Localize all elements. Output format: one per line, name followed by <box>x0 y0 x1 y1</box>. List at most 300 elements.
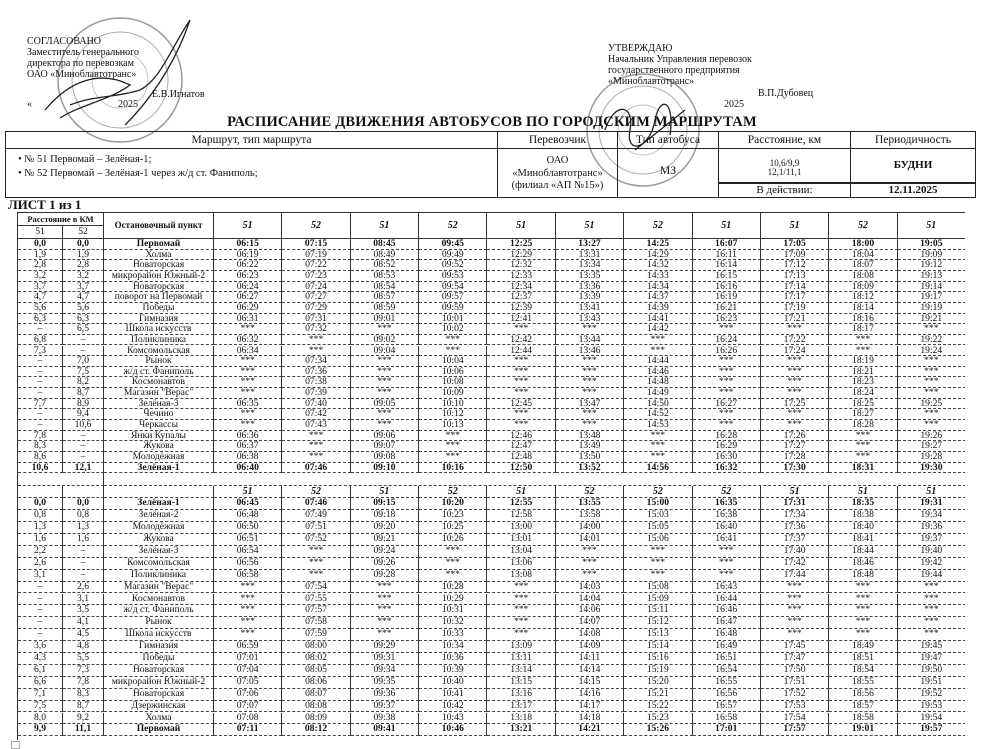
stop-name: Чечино <box>104 409 214 420</box>
departure-time: 18:08 <box>829 271 897 282</box>
departure-time: 19:28 <box>898 452 965 463</box>
stop-name: Поликлиника <box>104 335 214 346</box>
departure-time: 07:22 <box>282 260 350 271</box>
departure-time: 18:57 <box>829 701 897 713</box>
departure-time: *** <box>556 388 624 399</box>
departure-time: 15:11 <box>624 605 692 617</box>
departure-time: 19:51 <box>898 677 965 689</box>
departure-time: 10:39 <box>419 665 487 677</box>
departure-time: *** <box>556 570 624 582</box>
departure-time: 13:50 <box>556 452 624 463</box>
departure-time: 14:01 <box>556 534 624 546</box>
departure-time: *** <box>761 420 829 431</box>
departure-time: *** <box>487 594 555 606</box>
stop-name: Молодёжная <box>104 452 214 463</box>
departure-time: 13:58 <box>556 510 624 522</box>
departure-time: 09:08 <box>351 452 419 463</box>
departure-time: 13:16 <box>487 689 555 701</box>
departure-time: 13:34 <box>556 260 624 271</box>
departure-time: 19:21 <box>898 314 965 325</box>
route-number-header: 51 <box>487 213 555 239</box>
departure-time: 18:56 <box>829 689 897 701</box>
departure-time: 12:48 <box>487 452 555 463</box>
departure-time: 16:15 <box>693 271 761 282</box>
departure-time: 09:10 <box>351 463 419 474</box>
departure-time: *** <box>693 324 761 335</box>
departure-time: *** <box>282 570 350 582</box>
route-number-header: 52 <box>829 213 897 239</box>
departure-time: 09:06 <box>351 431 419 442</box>
checkbox[interactable] <box>11 741 20 749</box>
distance-52: 4,8 <box>63 641 104 653</box>
distance-line: 10,6/9,9 <box>769 158 800 168</box>
route-item-text: № 52 Первомай – Зелёная-1 через ж/д ст. Фаниполь; <box>24 168 258 179</box>
departure-time: 12:46 <box>487 431 555 442</box>
departure-time: 19:52 <box>898 689 965 701</box>
departure-time: 16:47 <box>693 617 761 629</box>
route-list <box>5 148 498 198</box>
departure-time: 15:23 <box>624 713 692 725</box>
distance-51: 6,8 <box>18 335 63 346</box>
departure-time: *** <box>351 367 419 378</box>
departure-time: 17:51 <box>761 677 829 689</box>
departure-time: 13:48 <box>556 431 624 442</box>
route-number-header: 51 <box>214 213 282 239</box>
departure-time: 13:17 <box>487 701 555 713</box>
departure-time: 17:30 <box>761 463 829 474</box>
stop-name: Зелёная-2 <box>104 510 214 522</box>
route-number-header: 52 <box>556 486 624 498</box>
distance-51: – <box>18 582 63 594</box>
departure-time: *** <box>761 629 829 641</box>
distance-52: 8,9 <box>63 399 104 410</box>
stop-name: Зелёная-3 <box>104 399 214 410</box>
departure-time: 07:43 <box>282 420 350 431</box>
stop-name: Дзержинская <box>104 701 214 713</box>
departure-time: *** <box>351 356 419 367</box>
departure-time: 15:13 <box>624 629 692 641</box>
route-number-header: 51 <box>898 213 965 239</box>
departure-time: *** <box>556 420 624 431</box>
departure-time: 10:13 <box>419 420 487 431</box>
departure-time: 17:17 <box>761 292 829 303</box>
distance-51: – <box>18 617 63 629</box>
departure-time: 15:06 <box>624 534 692 546</box>
departure-time: 13:14 <box>487 665 555 677</box>
carrier-line: «Миноблавтотранс» <box>512 167 603 179</box>
stop-name: Зелёная-1 <box>104 498 214 510</box>
departure-time: 13:31 <box>556 250 624 261</box>
approval-left-date-prefix: « <box>27 99 32 110</box>
departure-time: *** <box>214 367 282 378</box>
departure-time: *** <box>351 629 419 641</box>
approval-right-line: Начальник Управления перевозок <box>608 54 752 65</box>
departure-time: *** <box>556 558 624 570</box>
departure-time: 09:07 <box>351 441 419 452</box>
approval-right-year: 2025 <box>724 99 744 110</box>
departure-time: 14:41 <box>624 314 692 325</box>
distance-51: – <box>18 409 63 420</box>
departure-time: 13:44 <box>556 335 624 346</box>
bus-type-header: Тип автобуса <box>617 131 719 149</box>
departure-time: 18:04 <box>829 250 897 261</box>
departure-time: *** <box>419 441 487 452</box>
departure-time: 17:19 <box>761 303 829 314</box>
departure-time: 19:17 <box>898 292 965 303</box>
carrier-line: (филиал «АП №15») <box>511 180 604 191</box>
approval-left-line: Заместитель генерального <box>27 47 139 58</box>
departure-time: 16:29 <box>693 441 761 452</box>
distance-51: 8,0 <box>18 713 63 725</box>
distance-51: – <box>18 367 63 378</box>
distance-52: – <box>63 441 104 452</box>
departure-time: *** <box>214 605 282 617</box>
departure-time: 17:42 <box>761 558 829 570</box>
distance-51: 6,1 <box>18 665 63 677</box>
departure-time: 14:42 <box>624 324 692 335</box>
departure-time: 09:38 <box>351 713 419 725</box>
departure-time: 12:55 <box>487 498 555 510</box>
distance-51: – <box>18 388 63 399</box>
departure-time: 06:51 <box>214 534 282 546</box>
distance-52: 3,7 <box>63 282 104 293</box>
departure-time: 19:22 <box>898 335 965 346</box>
departure-time: 07:05 <box>214 677 282 689</box>
departure-time: 14:09 <box>556 641 624 653</box>
departure-time: 15:09 <box>624 594 692 606</box>
stop-name: Рынок <box>104 617 214 629</box>
departure-time: 08:12 <box>282 724 350 736</box>
stop-name: Новаторская <box>104 282 214 293</box>
stop-name: Победы <box>104 303 214 314</box>
distance-52: 7,5 <box>63 367 104 378</box>
departure-time: 19:54 <box>898 713 965 725</box>
departure-time: 16:11 <box>693 250 761 261</box>
departure-time: 16:49 <box>693 641 761 653</box>
departure-time: 10:12 <box>419 409 487 420</box>
departure-time: 14:03 <box>556 582 624 594</box>
distance-52: 4,1 <box>63 617 104 629</box>
departure-time: 07:32 <box>282 324 350 335</box>
departure-time: 17:45 <box>761 641 829 653</box>
departure-time: 09:37 <box>351 701 419 713</box>
stop-name: Новаторская <box>104 689 214 701</box>
departure-time: 17:53 <box>761 701 829 713</box>
departure-time: *** <box>829 605 897 617</box>
departure-time: 07:40 <box>282 399 350 410</box>
departure-time: 18:49 <box>829 641 897 653</box>
departure-time: 10:40 <box>419 677 487 689</box>
departure-time: 18:14 <box>829 303 897 314</box>
departure-time: 18:21 <box>829 367 897 378</box>
periodicity-value: БУДНИ <box>850 148 976 183</box>
departure-time: 13:18 <box>487 713 555 725</box>
departure-time: 10:26 <box>419 534 487 546</box>
effective-label: В действии: <box>718 183 851 198</box>
distance-col-blank <box>18 486 63 498</box>
departure-time: 10:34 <box>419 641 487 653</box>
departure-time: 10:01 <box>419 314 487 325</box>
departure-time: 17:57 <box>761 724 829 736</box>
distance-51: 4,7 <box>18 292 63 303</box>
distance-52: 3,2 <box>63 271 104 282</box>
departure-time: 16:46 <box>693 605 761 617</box>
departure-time: 15:16 <box>624 653 692 665</box>
departure-time: 09:04 <box>351 346 419 357</box>
departure-time: 13:04 <box>487 546 555 558</box>
departure-time: 07:58 <box>282 617 350 629</box>
departure-time: *** <box>419 346 487 357</box>
departure-time: *** <box>898 377 965 388</box>
route-number-header: 51 <box>214 486 282 498</box>
departure-time: 17:01 <box>693 724 761 736</box>
departure-time: 14:15 <box>556 677 624 689</box>
stop-header: Остановочный пункт <box>104 213 214 239</box>
stop-name: микрорайон Южный-2 <box>104 677 214 689</box>
distance-51: 1,3 <box>18 522 63 534</box>
departure-time: 06:58 <box>214 570 282 582</box>
stop-name: поворот на Первомай <box>104 292 214 303</box>
departure-time: 07:11 <box>214 724 282 736</box>
departure-time: *** <box>282 346 350 357</box>
departure-time: 09:45 <box>419 239 487 250</box>
departure-time: *** <box>214 629 282 641</box>
departure-time: 14:21 <box>556 724 624 736</box>
departure-time: 15:14 <box>624 641 692 653</box>
departure-time: 15:22 <box>624 701 692 713</box>
departure-time: 17:27 <box>761 441 829 452</box>
departure-time: *** <box>898 388 965 399</box>
departure-time: 14:00 <box>556 522 624 534</box>
departure-time: *** <box>351 605 419 617</box>
distance-52: 7,3 <box>63 665 104 677</box>
departure-time: 06:31 <box>214 314 282 325</box>
departure-time: 17:50 <box>761 665 829 677</box>
departure-time: 12:29 <box>487 250 555 261</box>
departure-time: *** <box>487 582 555 594</box>
departure-time: 09:31 <box>351 653 419 665</box>
route-number-header: 52 <box>624 486 692 498</box>
distance-52: 6,5 <box>63 324 104 335</box>
departure-time: 16:54 <box>693 665 761 677</box>
route-header: Маршрут, тип маршрута <box>5 131 498 149</box>
departure-time: *** <box>898 409 965 420</box>
departure-time: 09:35 <box>351 677 419 689</box>
departure-time: 19:01 <box>829 724 897 736</box>
distance-51: – <box>18 420 63 431</box>
departure-time: 14:32 <box>624 260 692 271</box>
distance-52: 11,1 <box>63 724 104 736</box>
departure-time: 13:27 <box>556 239 624 250</box>
departure-time: 09:52 <box>419 260 487 271</box>
stop-name: Первомай <box>104 239 214 250</box>
departure-time: 18:48 <box>829 570 897 582</box>
departure-time: 13:15 <box>487 677 555 689</box>
departure-time: 19:13 <box>898 271 965 282</box>
departure-time: 14:16 <box>556 689 624 701</box>
departure-time: 19:26 <box>898 431 965 442</box>
approval-left <box>27 36 139 80</box>
departure-time: *** <box>282 431 350 442</box>
distance-51: 5,6 <box>18 303 63 314</box>
departure-time: 18:31 <box>829 463 897 474</box>
route-number-header: 51 <box>829 486 897 498</box>
departure-time: 15:00 <box>624 498 692 510</box>
departure-time: 12:44 <box>487 346 555 357</box>
departure-time: 19:53 <box>898 701 965 713</box>
departure-time: 07:54 <box>282 582 350 594</box>
distance-51: 6,6 <box>18 677 63 689</box>
departure-time: 19:05 <box>898 239 965 250</box>
stop-name: Янки Купалы <box>104 431 214 442</box>
departure-time: 17:47 <box>761 653 829 665</box>
departure-time: 10:23 <box>419 510 487 522</box>
departure-time: *** <box>898 324 965 335</box>
departure-time: 07:46 <box>282 463 350 474</box>
departure-time: 07:49 <box>282 510 350 522</box>
departure-time: *** <box>761 388 829 399</box>
departure-time: 07:57 <box>282 605 350 617</box>
stop-name: Гимназия <box>104 641 214 653</box>
departure-time: 09:20 <box>351 522 419 534</box>
departure-time: 12:37 <box>487 292 555 303</box>
departure-time: 16:58 <box>693 713 761 725</box>
distance-52: 8,7 <box>63 701 104 713</box>
departure-time: 12:25 <box>487 239 555 250</box>
departure-time: 19:44 <box>898 570 965 582</box>
departure-time: 16:35 <box>693 498 761 510</box>
departure-time: 06:37 <box>214 441 282 452</box>
departure-time: 09:36 <box>351 689 419 701</box>
stop-name: Черкассы <box>104 420 214 431</box>
route-number-header: 51 <box>761 213 829 239</box>
distance-51: 6,3 <box>18 314 63 325</box>
departure-time: 16:24 <box>693 335 761 346</box>
departure-time: 10:20 <box>419 498 487 510</box>
distance-51: 2,8 <box>18 260 63 271</box>
departure-time: 16:55 <box>693 677 761 689</box>
departure-time: 14:37 <box>624 292 692 303</box>
departure-time: 06:59 <box>214 641 282 653</box>
departure-time: 08:54 <box>351 282 419 293</box>
stop-name: Комсомольская <box>104 558 214 570</box>
departure-time: 18:25 <box>829 399 897 410</box>
distance-line: 12,1/11,1 <box>767 167 802 177</box>
departure-time: *** <box>693 388 761 399</box>
distance-52: 10,6 <box>63 420 104 431</box>
departure-time: *** <box>898 367 965 378</box>
departure-time: 07:24 <box>282 282 350 293</box>
departure-time: *** <box>693 546 761 558</box>
distance-52: 2,8 <box>63 260 104 271</box>
departure-time: 19:25 <box>898 399 965 410</box>
route-item: • № 51 Первомай – Зелёная-1; <box>18 154 152 165</box>
departure-time: *** <box>693 367 761 378</box>
distance-51: 7,3 <box>18 346 63 357</box>
departure-time: 19:31 <box>898 498 965 510</box>
departure-time: 12:41 <box>487 314 555 325</box>
approval-left-line: ОАО «Миноблавтотранс» <box>27 69 137 80</box>
departure-time: 17:14 <box>761 282 829 293</box>
departure-time: 13:06 <box>487 558 555 570</box>
departure-time: 17:21 <box>761 314 829 325</box>
departure-time: *** <box>351 324 419 335</box>
departure-time: 14:14 <box>556 665 624 677</box>
departure-time: 12:45 <box>487 399 555 410</box>
departure-time: 13:01 <box>487 534 555 546</box>
distance-51: 7,5 <box>18 701 63 713</box>
departure-time: *** <box>487 388 555 399</box>
departure-time: *** <box>214 388 282 399</box>
distance-51: 3,1 <box>18 570 63 582</box>
departure-time: *** <box>214 594 282 606</box>
distance-52: 3,1 <box>63 594 104 606</box>
distance-52: – <box>63 346 104 357</box>
departure-time: *** <box>556 409 624 420</box>
departure-time: 13:43 <box>556 314 624 325</box>
departure-time: 16:30 <box>693 452 761 463</box>
departure-time: 07:23 <box>282 271 350 282</box>
departure-time: 18:41 <box>829 534 897 546</box>
departure-time: 16:07 <box>693 239 761 250</box>
departure-time: 10:31 <box>419 605 487 617</box>
departure-time: 09:54 <box>419 282 487 293</box>
departure-time: 19:12 <box>898 260 965 271</box>
departure-time: *** <box>829 346 897 357</box>
departure-time: 14:52 <box>624 409 692 420</box>
departure-time: 08:59 <box>351 303 419 314</box>
departure-time: 12:33 <box>487 271 555 282</box>
gap-row <box>104 473 965 486</box>
departure-time: 16:26 <box>693 346 761 357</box>
departure-time: 13:39 <box>556 292 624 303</box>
stop-name: Космонавтов <box>104 377 214 388</box>
distance-51: 8,3 <box>18 441 63 452</box>
departure-time: *** <box>556 324 624 335</box>
departure-time: *** <box>487 367 555 378</box>
distance-52: – <box>63 546 104 558</box>
departure-time: *** <box>761 377 829 388</box>
departure-time: 14:46 <box>624 367 692 378</box>
departure-time: 10:04 <box>419 356 487 367</box>
departure-time: 08:07 <box>282 689 350 701</box>
distance-52: 8,2 <box>63 377 104 388</box>
schedule-table <box>17 212 965 740</box>
departure-time: 06:15 <box>214 239 282 250</box>
departure-time: 19:24 <box>898 346 965 357</box>
departure-time: 06:23 <box>214 271 282 282</box>
periodicity-header: Периодичность <box>850 131 976 149</box>
departure-time: 18:07 <box>829 260 897 271</box>
departure-time: 07:29 <box>282 303 350 314</box>
departure-time: 07:08 <box>214 713 282 725</box>
distance-52: 1,9 <box>63 250 104 261</box>
departure-time: 13:52 <box>556 463 624 474</box>
departure-time: 08:53 <box>351 271 419 282</box>
route-number-header: 51 <box>351 213 419 239</box>
departure-time: 14:39 <box>624 303 692 314</box>
departure-time: 17:05 <box>761 239 829 250</box>
departure-time: 15:08 <box>624 582 692 594</box>
departure-time: 14:29 <box>624 250 692 261</box>
departure-time: *** <box>214 356 282 367</box>
departure-time: 19:19 <box>898 303 965 314</box>
departure-time: *** <box>761 324 829 335</box>
distance-52: 8,3 <box>63 689 104 701</box>
distance-51: 7,7 <box>18 399 63 410</box>
departure-time: *** <box>624 452 692 463</box>
departure-time: *** <box>898 629 965 641</box>
